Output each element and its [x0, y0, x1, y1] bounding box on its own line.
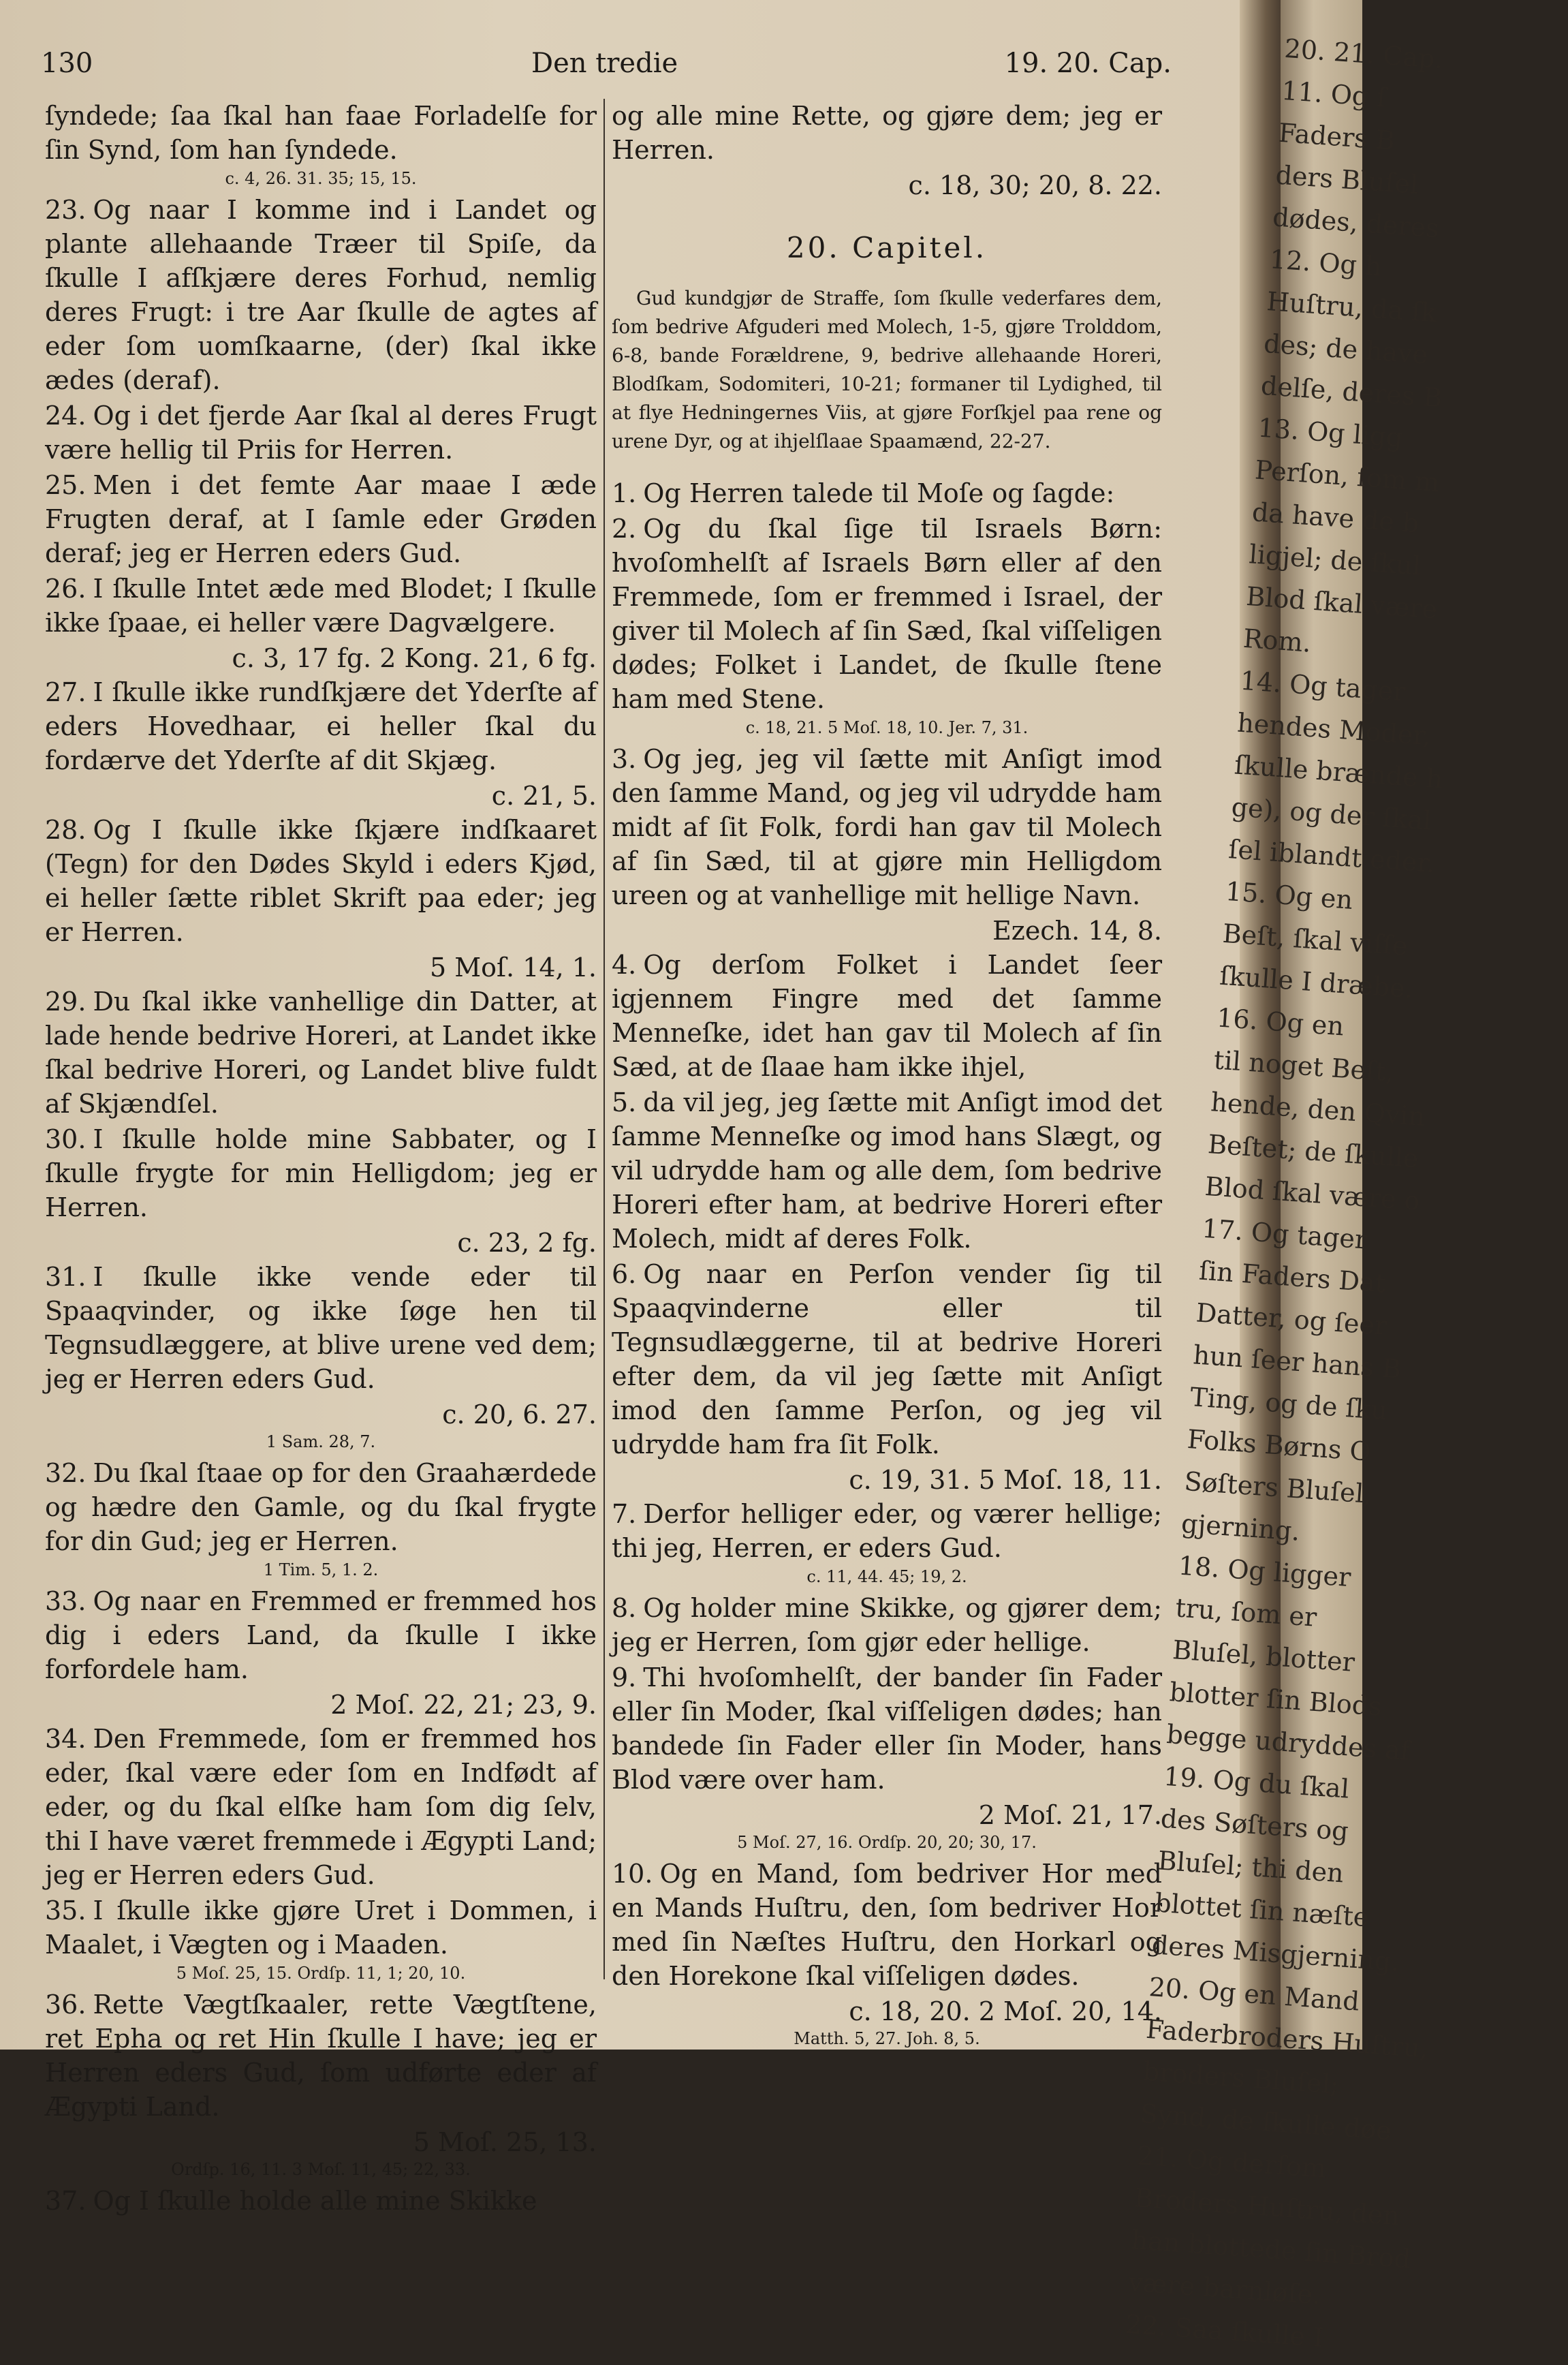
verse	[45, 193, 597, 397]
verse	[45, 985, 597, 1121]
verse-number: 4.	[612, 950, 637, 980]
adjacent-line: Faderbroders Huſtru,	[1145, 2013, 1430, 2064]
adjacent-line: 15. Og en	[1224, 876, 1354, 915]
verse-text: da vil jeg, jeg ſætte mit Anſigt imod det ſamme Menneſke og imod hans Slægt, og vil udrydde ham og alle dem, ſom bedrive Horeri efter ham, at bedrive Horeri efter Molech, midt af deres Folk.	[612, 1087, 1162, 1254]
verse-number: 2.	[612, 514, 637, 544]
footnote: c. 4, 26. 31. 35; 15, 15.	[225, 169, 417, 188]
verse-number: 31.	[45, 1262, 87, 1292]
adjacent-line: ligjel; de ſkul	[1248, 539, 1422, 581]
verse-text: Og holder mine Skikke, og gjører dem; jeg er Herren, ſom gjør eder hellige.	[612, 1593, 1162, 1657]
adjacent-line: 20. 21. Cap.	[1283, 33, 1444, 75]
verse-number: 25.	[45, 470, 87, 500]
verse-text: Og naar I komme ind i Landet og plante allehaande Træer til Spiſe, da ſkulle I afſkjære deres Forhud, nemlig deres Frugt: i tre Aar ſkulle de agtes af eder ſom uomſkaarne, (der) ſkal ikke ædes (deraf).	[45, 195, 597, 395]
adjacent-line: Søſters Bluſel,	[1183, 1466, 1373, 1509]
adjacent-line: tru, ſom er	[1174, 1592, 1318, 1633]
adjacent-line: ſel iblandt eder.	[1227, 834, 1437, 879]
verse	[45, 99, 597, 167]
verse	[45, 1584, 597, 1686]
verse-number: 24.	[45, 401, 87, 431]
verse	[612, 1497, 1162, 1565]
verse-number: 26.	[45, 574, 87, 604]
adjacent-line: da have de b	[1251, 497, 1420, 539]
verse-text: Og en Mand, ſom bedriver Hor med en Mands Huſtru, den, ſom bedriver Hor med ſin Næſtes Huſtru, den Horkarl og den Horekone ſkal viſſeligen dødes.	[612, 1859, 1162, 1991]
verse-number: 3.	[612, 744, 637, 774]
adjacent-line: 19. Og du ſkal	[1162, 1761, 1351, 1804]
verse-text: Og Herren talede til Moſe og ſagde:	[643, 478, 1115, 508]
verse	[45, 1893, 597, 1962]
verse-text: I ſkulle ikke vende eder til Spaaqvinder, og ikke ſøge hen til Tegnsudlæggere, at blive urene ved dem; jeg er Herren eders Gud.	[45, 1262, 597, 1394]
adjacent-line: delſe, deres B	[1259, 370, 1443, 414]
adjacent-line: 18. Og ligger	[1177, 1550, 1352, 1593]
adjacent-line: han blottede ſin Brod	[1130, 2225, 1412, 2274]
footnote: 1 Tim. 5, 1. 2.	[263, 1560, 379, 1579]
cross-reference: c. 23, 2 fg.	[457, 1228, 597, 1258]
verse-text: I ſkulle Intet æde med Blodet; I ſkulle ikke ſpaae, ei heller være Dagvælgere.	[45, 574, 597, 638]
verse-number: 34.	[45, 1724, 87, 1754]
footnote: 5 Moſ. 25, 15. Ordſp. 11, 1; 20, 10.	[176, 1964, 466, 1983]
verse-text: Og naar en Fremmed er fremmed hos dig i eders Land, da ſkulle I ikke forfordele ham.	[45, 1586, 597, 1684]
verse-number: 8.	[612, 1593, 637, 1623]
verse-text: Rette Vægtſkaaler, rette Vægtſtene, ret Epha og ret Hin ſkulle I have; jeg er Herren eders Gud, ſom udførte eder af Ægypti Land.	[45, 1990, 597, 2122]
verse-text: Og i det fjerde Aar ſkal al deres Frugt være hellig til Priis for Herren.	[45, 401, 597, 465]
cross-reference: c. 18, 30; 20, 8. 22.	[908, 170, 1162, 200]
adjacent-line: Beſt, ſkal viſſe	[1221, 918, 1409, 961]
adjacent-line: Huſtru, da ſk	[1266, 286, 1438, 328]
verse	[45, 1122, 597, 1224]
verse	[45, 2184, 597, 2218]
adjacent-line: 11. Og ſ	[1280, 75, 1387, 113]
verse	[612, 1257, 1162, 1462]
adjacent-line: til noget Beſt,	[1212, 1045, 1395, 1087]
verse	[612, 742, 1162, 912]
adjacent-line: Beſtet; de ſkulle	[1206, 1129, 1420, 1174]
verse-number: 37.	[45, 2186, 87, 2216]
verse	[612, 948, 1162, 1084]
running-header	[41, 48, 1172, 89]
adjacent-line: Synd, de ſkulle døe	[1139, 2098, 1393, 2146]
cross-reference: c. 3, 17 fg. 2 Kong. 21, 6 fg.	[232, 643, 597, 673]
verse-number: 6.	[612, 1259, 637, 1289]
adjacent-line: Bluſel; thi den	[1157, 1845, 1345, 1889]
verse-number: 1.	[612, 478, 637, 508]
page-number: 130	[41, 48, 93, 79]
adjacent-line: ders Bluſel	[1274, 159, 1420, 200]
verse	[612, 476, 1162, 510]
verse-text: Thi hvoſomhelſt, der bander ſin Fader eller ſin Moder, ſkal viſſeligen dødes; han bandede ſin Fader eller ſin Moder, hans Blod være over ham.	[612, 1663, 1162, 1795]
adjacent-line: begge udryddes af	[1165, 1718, 1411, 1766]
adjacent-line: ſkulle brænde h	[1233, 749, 1444, 794]
adjacent-page-edge	[1124, 0, 1444, 2353]
verse	[612, 1857, 1162, 1993]
verse-number: 32.	[45, 1458, 87, 1488]
footnote: c. 18, 21. 5 Moſ. 18, 10. Jer. 7, 31.	[745, 718, 1029, 737]
cross-reference: c. 20, 6. 27.	[442, 1400, 597, 1429]
verse-number: 29.	[45, 987, 87, 1017]
adjacent-line: Faders B	[1277, 117, 1396, 156]
adjacent-line: blottet ſin næſte	[1154, 1887, 1370, 1933]
verse	[45, 399, 597, 467]
adjacent-line: Folks Børns O	[1186, 1423, 1373, 1467]
verse	[45, 1722, 597, 1892]
left-column	[45, 99, 597, 2219]
column-divider	[603, 99, 605, 1979]
verse	[612, 99, 1162, 167]
cross-reference: c. 19, 31. 5 Moſ. 18, 11.	[849, 1465, 1162, 1495]
adjacent-line: ſkulle I dræbe.	[1219, 960, 1415, 1004]
header-chapter: 19. 20. Cap.	[1004, 48, 1172, 79]
adjacent-line: 17. Og tager	[1201, 1213, 1368, 1255]
verse-number: 5.	[612, 1087, 637, 1117]
chapter-summary: Gud kundgjør de Straffe, ſom ſkulle vederfares dem, ſom bedrive Afguderi med Molech, 1-5, gjøre Trolddom, 6-8, bande Forældrene, 9, bedrive allehaande Horeri, Blodſkam, Sodomiteri, 10-21; formaner til Lydighed, til at flye Hedningernes Viis, at gjøre Forſkjel paa rene og urene Dyr, og at ihjelſlaae Spaamænd, 22-27.	[612, 287, 1162, 452]
verse	[45, 1988, 597, 2124]
adjacent-line: Blod ſkal være	[1245, 581, 1439, 625]
adjacent-line: Ting, og de ſku	[1189, 1382, 1389, 1426]
verse-text: Den Fremmede, ſom er fremmed hos eder, ſkal være eder ſom en Indfødt af eder, og du ſkal elſke ham ſom dig ſelv, thi I have været fremmede i Ægypti Land; jeg er Herren eders Gud.	[45, 1724, 597, 1890]
adjacent-line: 20. Og en Mand	[1148, 1972, 1361, 2017]
verse-text: Du ſkal ikke vanhellige din Datter, at lade hende bedrive Horeri, at Landet ikke ſkal bedrive Horeri, og Landet blive fuldt af Skjændſel.	[45, 987, 597, 1119]
footnote: 1 Sam. 28, 7.	[266, 1432, 376, 1451]
verse-text: Du ſkal ſtaae op for den Graahærdede og hædre den Gamle, og du ſkal frygte for din Gud; jeg er Herren.	[45, 1458, 597, 1556]
verse-number: 30.	[45, 1124, 87, 1154]
verse-number: 7.	[612, 1499, 637, 1529]
adjacent-line: være barnløſe.	[1127, 2266, 1322, 2310]
verse-text: Og I ſkulle holde alle mine Skikke	[93, 2186, 537, 2216]
adjacent-line: des; de have	[1263, 328, 1429, 370]
verse	[45, 1456, 597, 1558]
verse-text: Og jeg, jeg vil ſætte mit Anſigt imod den ſamme Mand, og jeg vil udrydde ham midt af ſit Folk, fordi han gav til Molech af ſin Sæd, til at gjøre min Helligdom ureen og at vanhellige mit hellige Navn.	[612, 744, 1162, 910]
cross-reference: c. 21, 5.	[491, 781, 597, 811]
verse-number: 36.	[45, 1990, 87, 2020]
adjacent-line: hun ſeer hans B	[1192, 1340, 1402, 1385]
footnote: c. 11, 44. 45; 19, 2.	[806, 1567, 967, 1586]
adjacent-line: 16. Og en	[1215, 1002, 1345, 1042]
verse-text: I ſkulle holde mine Sabbater, og I ſkulle frygte for min Helligdom; jeg er Herren.	[45, 1124, 597, 1222]
adjacent-line: 13. Og ligg	[1257, 412, 1404, 453]
adjacent-line: Bluſel, blotter	[1171, 1635, 1356, 1678]
verse	[45, 572, 597, 640]
verse	[612, 1660, 1162, 1797]
adjacent-line: des Søſters og	[1159, 1803, 1350, 1846]
verse-text: I ſkulle ikke rundſkjære det Yderſte af eders Hovedhaar, ei heller ſkal du fordærve det Yderſte af dit Skjæg.	[45, 677, 597, 775]
adjacent-line: deres Misgjerning.	[1150, 1930, 1400, 1977]
adjacent-line: 14. Og tager	[1239, 665, 1407, 707]
cross-reference: 5 Moſ. 25, 13.	[413, 2127, 597, 2157]
verse-number: 33.	[45, 1586, 87, 1616]
footnote: Matth. 5, 27. Joh. 8, 5.	[794, 2029, 980, 2048]
adjacent-line: hendes Moder,	[1236, 707, 1432, 752]
verse-number: 28.	[45, 815, 87, 845]
verse-text: I ſkulle ikke gjøre Uret i Dommen, i Maalet, i Vægten og i Maaden.	[45, 1896, 597, 1960]
verse-text: Og I ſkulle ikke ſkjære indſkaaret (Tegn) for den Dødes Skyld i eders Kjød, ei heller ſætte riblet Skrift paa eder; jeg er Herren.	[45, 815, 597, 947]
footnote: Ordſp. 16, 11. 3 Moſ. 11, 45; 22, 33.	[171, 2160, 471, 2179]
cross-reference: 2 Moſ. 21, 17.	[978, 1800, 1162, 1830]
cross-reference: 2 Moſ. 22, 21; 23, 9.	[330, 1690, 597, 1720]
verse-text: Og du ſkal ſige til Israels Børn: hvoſomhelſt af Israels Børn eller af den Fremmede, ſom er fremmed i Israel, der giver til Molech af ſin Sæd, ſkal viſſeligen dødes; Folket i Landet, de ſkulle ſtene ham med Stene.	[612, 514, 1162, 714]
adjacent-line: hende, den Qvin	[1210, 1087, 1426, 1132]
adjacent-line: 21. Og derſom	[1136, 2140, 1328, 2184]
verse-text: Derfor helliger eder, og værer hellige; thi jeg, Herren, er eders Gud.	[612, 1499, 1162, 1563]
verse-number: 23.	[45, 195, 87, 225]
adjacent-line: ge), og der ſkal	[1230, 792, 1432, 836]
cross-reference: c. 18, 20. 2 Moſ. 20, 14.	[849, 1996, 1162, 2026]
verse-text: ſyndede; ſaa ſkal han faae Forladelſe for ſin Synd, ſom han ſyndede.	[45, 101, 597, 165]
verse-text: Men i det femte Aar maae I æde Frugten deraf, at I ſamle eder Grøden deraf; jeg er Herren eders Gud.	[45, 470, 597, 568]
verse-text: Og derſom Folket i Landet ſeer igjennem Fingre med det ſamme Menneſke, idet han gav til Molech af ſin Sæd, at de ſlaae ham ikke ihjel,	[612, 950, 1162, 1082]
adjacent-line: Datter, og ſeer	[1195, 1297, 1388, 1341]
verse	[45, 468, 597, 570]
verse	[45, 813, 597, 949]
adjacent-line: Rom.	[1242, 623, 1313, 658]
verse-text: Og naar en Perſon vender ſig til Spaaqvinderne eller til Tegnsudlæggerne, til at bedrive Horeri efter dem, da vil jeg ſætte mit Anſigt imod den ſamme Perſon, og jeg vil udrydde ham fra ſit Folk.	[612, 1259, 1162, 1459]
cross-reference: Ezech. 14, 8.	[992, 916, 1162, 946]
verse	[612, 1085, 1162, 1256]
adjacent-line: 22. Saa ſkulle I	[1124, 2308, 1325, 2353]
adjacent-line: Broders Huſtru, den	[1133, 2182, 1401, 2231]
right-column	[612, 99, 1162, 2053]
adjacent-line: Blod ſkal være o	[1204, 1171, 1421, 1216]
footnote: 5 Moſ. 27, 16. Ordſp. 20, 20; 30, 17.	[737, 1833, 1037, 1852]
chapter-heading: 20. Capitel.	[786, 231, 988, 264]
adjacent-line: broders Bluſel;	[1142, 2056, 1340, 2100]
adjacent-line: blotter ſin Blods	[1168, 1677, 1383, 1722]
adjacent-line: ſin Faders Dat	[1197, 1255, 1387, 1299]
verse	[45, 675, 597, 777]
verse	[612, 1591, 1162, 1659]
cross-reference: 5 Moſ. 14, 1.	[429, 953, 597, 983]
verse-number: 27.	[45, 677, 87, 707]
verse	[45, 1260, 597, 1396]
verse-number: 9.	[612, 1663, 637, 1692]
adjacent-line: 12. Og h	[1268, 244, 1383, 282]
adjacent-line: gjerning.	[1180, 1508, 1301, 1547]
verse-text: og alle mine Rette, og gjøre dem; jeg er Herren.	[612, 101, 1162, 165]
adjacent-line: Perſon, ſom m	[1254, 454, 1441, 498]
header-title: Den tredie	[531, 48, 678, 79]
verse	[612, 512, 1162, 716]
verse-number: 10.	[612, 1859, 653, 1889]
adjacent-line: dødes, deres	[1272, 202, 1441, 244]
verse-number: 35.	[45, 1896, 87, 1926]
